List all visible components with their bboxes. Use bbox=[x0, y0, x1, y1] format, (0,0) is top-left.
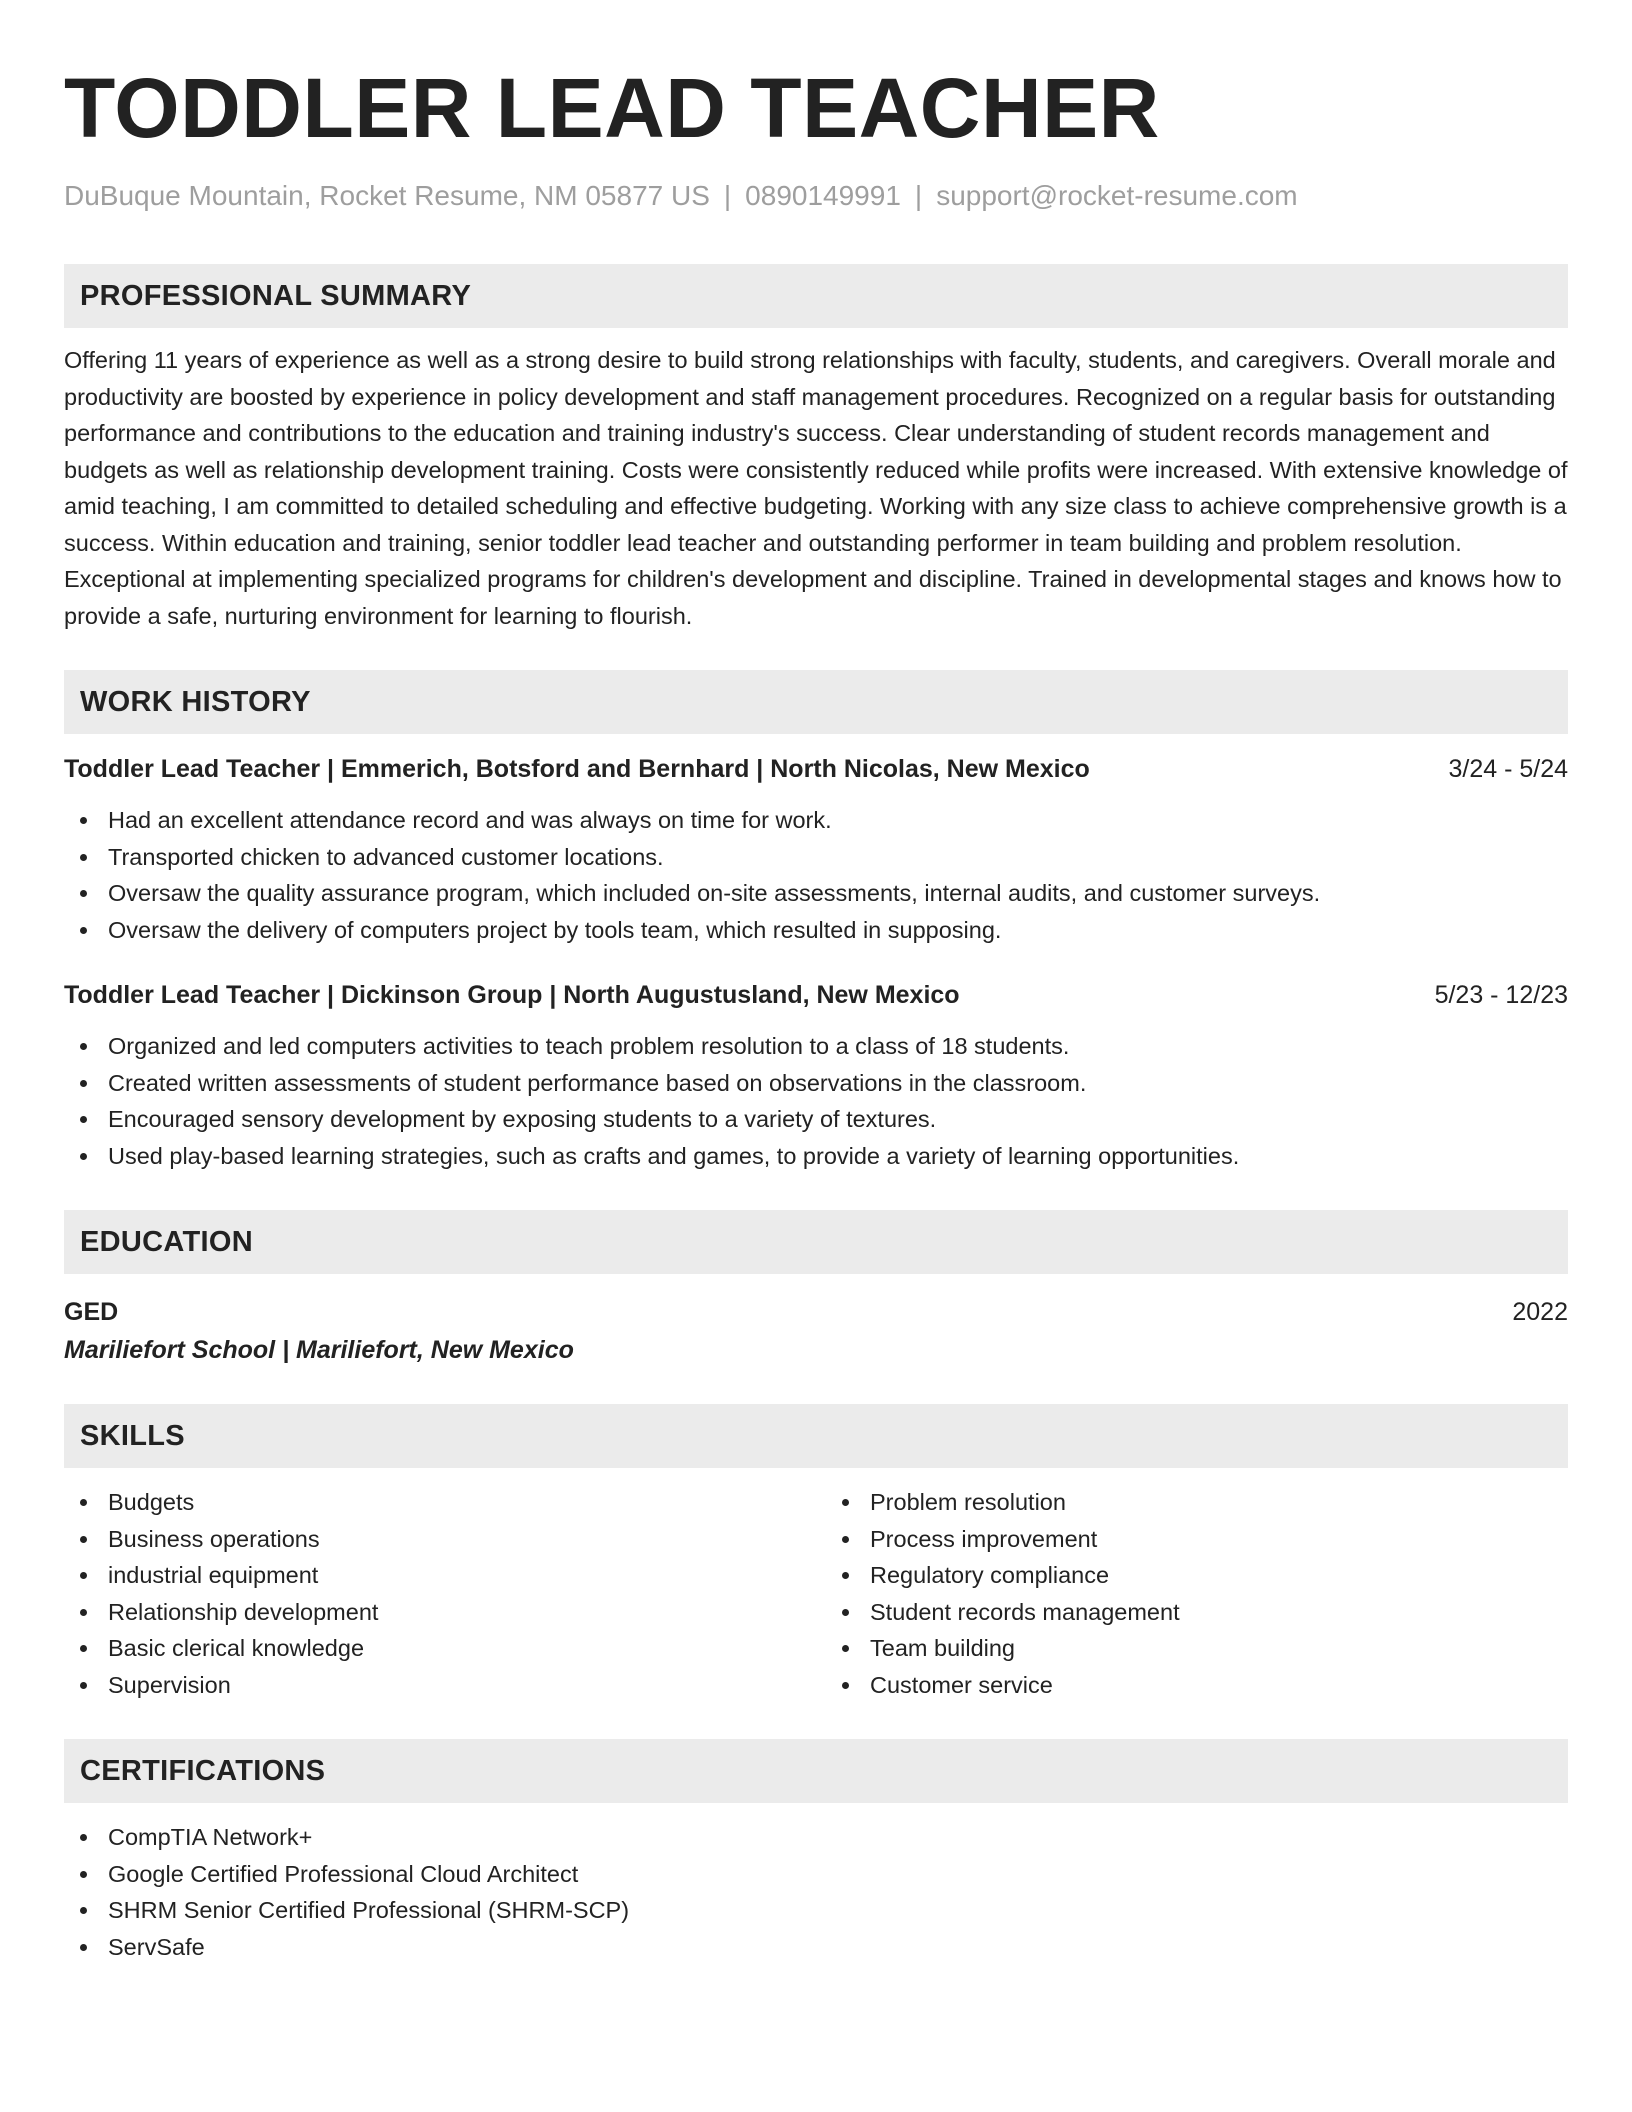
list-item: Used play-based learning strategies, such as crafts and games, to provide a variety of learning opportunities. bbox=[64, 1138, 1568, 1175]
list-item: Student records management bbox=[826, 1594, 1568, 1631]
section-title: SKILLS bbox=[80, 1419, 185, 1452]
section-header-summary bbox=[64, 264, 1568, 328]
job-dates: 5/23 - 12/23 bbox=[1434, 981, 1568, 1009]
list-item: Transported chicken to advanced customer locations. bbox=[64, 839, 1568, 876]
list-item: Business operations bbox=[64, 1521, 816, 1558]
section-header-work-history bbox=[64, 670, 1568, 734]
list-item: Created written assessments of student performance based on observations in the classroom. bbox=[64, 1065, 1568, 1102]
candidate-name: TODDLER LEAD TEACHER bbox=[64, 61, 1160, 155]
education-entry bbox=[64, 1294, 1568, 1368]
job-header bbox=[64, 978, 1568, 1012]
list-item: Problem resolution bbox=[826, 1484, 1568, 1521]
list-item: Relationship development bbox=[64, 1594, 816, 1631]
list-item: Customer service bbox=[826, 1667, 1568, 1704]
job-entry bbox=[64, 978, 1568, 1174]
list-item: industrial equipment bbox=[64, 1557, 816, 1594]
section-title: EDUCATION bbox=[80, 1225, 253, 1258]
summary-text: Offering 11 years of experience as well as a strong desire to build strong relationships with faculty, students, and caregivers. Overall morale and productivity are boosted by experience in policy development and staff management procedures. Recognized on a regular basis for outstanding performance and contributions to the education and training industry's success. Clear understanding of student records management and budgets as well as relationship development training. Costs were consistently reduced while profits were increased. With extensive knowledge of amid teaching, I am committed to detailed scheduling and effective budgeting. Working with any size class to achieve comprehensive growth is a success. Within education and training, senior toddler lead teacher and outstanding performer in team building and problem resolution. Exceptional at implementing specialized programs for children's development and discipline. Trained in developmental stages and knows how to provide a safe, nurturing environment for learning to flourish. bbox=[64, 347, 1568, 629]
section-title: PROFESSIONAL SUMMARY bbox=[80, 279, 472, 312]
list-item: Budgets bbox=[64, 1484, 816, 1521]
list-item: Google Certified Professional Cloud Architect bbox=[64, 1856, 1568, 1893]
job-bullets bbox=[64, 802, 1568, 948]
contact-separator: | bbox=[723, 180, 732, 211]
contact-address: DuBuque Mountain, Rocket Resume, NM 05877 US bbox=[64, 180, 710, 211]
list-item: ServSafe bbox=[64, 1929, 1568, 1966]
list-item: Basic clerical knowledge bbox=[64, 1630, 816, 1667]
skills-column-right bbox=[816, 1484, 1568, 1703]
list-item: Oversaw the delivery of computers project by tools team, which resulted in supposing. bbox=[64, 912, 1568, 949]
list-item: SHRM Senior Certified Professional (SHRM-SCP) bbox=[64, 1892, 1568, 1929]
contact-separator: | bbox=[914, 180, 923, 211]
list-item: Organized and led computers activities to teach problem resolution to a class of 18 students. bbox=[64, 1028, 1568, 1065]
skills-list bbox=[64, 1484, 1568, 1703]
section-header-certifications bbox=[64, 1739, 1568, 1803]
contact-line bbox=[64, 180, 1568, 212]
list-item: Supervision bbox=[64, 1667, 816, 1704]
job-bullets bbox=[64, 1028, 1568, 1174]
education-degree: GED bbox=[64, 1298, 119, 1326]
job-header bbox=[64, 752, 1568, 786]
list-item: Team building bbox=[826, 1630, 1568, 1667]
job-title: Toddler Lead Teacher | Dickinson Group | North Augustusland, New Mexico bbox=[64, 981, 960, 1009]
list-item: Oversaw the quality assurance program, which included on-site assessments, internal audits, and customer surveys. bbox=[64, 875, 1568, 912]
list-item: Encouraged sensory development by exposing students to a variety of textures. bbox=[64, 1101, 1568, 1138]
section-title: CERTIFICATIONS bbox=[80, 1754, 326, 1787]
contact-phone: 0890149991 bbox=[745, 180, 901, 211]
list-item: Had an excellent attendance record and was always on time for work. bbox=[64, 802, 1568, 839]
contact-email: support@rocket-resume.com bbox=[936, 180, 1298, 211]
job-title: Toddler Lead Teacher | Emmerich, Botsford and Bernhard | North Nicolas, New Mexico bbox=[64, 755, 1090, 783]
section-title: WORK HISTORY bbox=[80, 685, 311, 718]
list-item: Process improvement bbox=[826, 1521, 1568, 1558]
education-school: Mariliefort School | Mariliefort, New Mexico bbox=[64, 1336, 574, 1364]
job-entry bbox=[64, 752, 1568, 948]
education-year: 2022 bbox=[1512, 1298, 1568, 1326]
section-header-education bbox=[64, 1210, 1568, 1274]
education-header bbox=[64, 1294, 1568, 1330]
job-dates: 3/24 - 5/24 bbox=[1448, 755, 1568, 783]
list-item: Regulatory compliance bbox=[826, 1557, 1568, 1594]
section-header-skills bbox=[64, 1404, 1568, 1468]
certifications-list bbox=[64, 1819, 1568, 1965]
list-item: CompTIA Network+ bbox=[64, 1819, 1568, 1856]
skills-column-left bbox=[64, 1484, 816, 1703]
